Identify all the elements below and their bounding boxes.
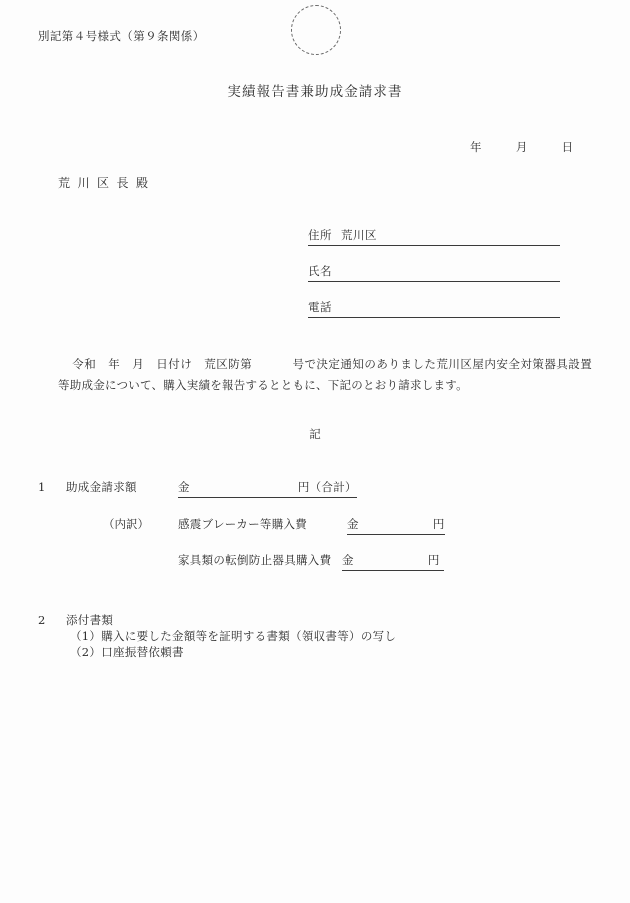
- applicant-address-field[interactable]: [308, 230, 560, 246]
- breakdown-currency-prefix: 金: [347, 517, 359, 531]
- item2-number: 2: [38, 613, 46, 627]
- ki-marker: 記: [309, 427, 321, 441]
- attachment-list-item: （1）購入に要した金額等を証明する書類（領収書等）の写し: [70, 629, 397, 643]
- seal-circle-icon: [291, 5, 341, 55]
- body-doc-ref-label: 荒区防第: [204, 357, 253, 371]
- name-label: 氏名: [308, 264, 332, 278]
- breakdown-row-description: 家具類の転倒防止器具購入費: [178, 553, 332, 567]
- address-value: 荒川区: [341, 228, 377, 242]
- date-day-label: 日: [561, 140, 574, 154]
- item1-currency-suffix: 円（合計）: [297, 480, 357, 494]
- body-paragraph: [58, 354, 592, 397]
- item1-currency-prefix: 金: [178, 480, 190, 494]
- breakdown-currency-suffix: 円: [427, 553, 440, 567]
- date-year-label: 年: [470, 140, 482, 154]
- breakdown-label: （内訳）: [103, 517, 149, 531]
- applicant-name-field[interactable]: [308, 266, 560, 282]
- breakdown-row-amount-field[interactable]: [342, 555, 444, 571]
- breakdown-currency-suffix: 円: [432, 517, 445, 531]
- item1-amount-field[interactable]: [178, 482, 357, 498]
- body-year-label: 年: [108, 357, 121, 371]
- attachment-list-item: （2）口座振替依頼書: [70, 645, 184, 659]
- addressee-label: 荒川区長殿: [58, 176, 156, 190]
- body-main-text: 号で決定通知のありました荒川区屋内安全対策器具設置等助成金について、購入実績を報告するとともに、下記のとおり請求します。: [58, 357, 593, 393]
- item1-number: 1: [38, 480, 46, 494]
- body-day-label: 日付け: [156, 357, 193, 371]
- phone-label: 電話: [308, 300, 332, 314]
- form-code-label: 別記第４号様式（第９条関係）: [38, 29, 205, 43]
- body-month-label: 月: [132, 357, 145, 371]
- document-title: 実績報告書兼助成金請求書: [227, 84, 403, 100]
- breakdown-row-description: 感震ブレーカー等購入費: [178, 517, 308, 531]
- breakdown-currency-prefix: 金: [342, 553, 354, 567]
- applicant-phone-field[interactable]: [308, 302, 560, 318]
- item2-label: 添付書類: [66, 613, 114, 627]
- date-line: [470, 142, 573, 154]
- item1-label: 助成金請求額: [66, 480, 137, 494]
- date-month-label: 月: [515, 140, 528, 154]
- address-label: 住所: [308, 228, 332, 242]
- body-era-label: 令和: [72, 357, 97, 371]
- breakdown-row-amount-field[interactable]: [347, 519, 445, 535]
